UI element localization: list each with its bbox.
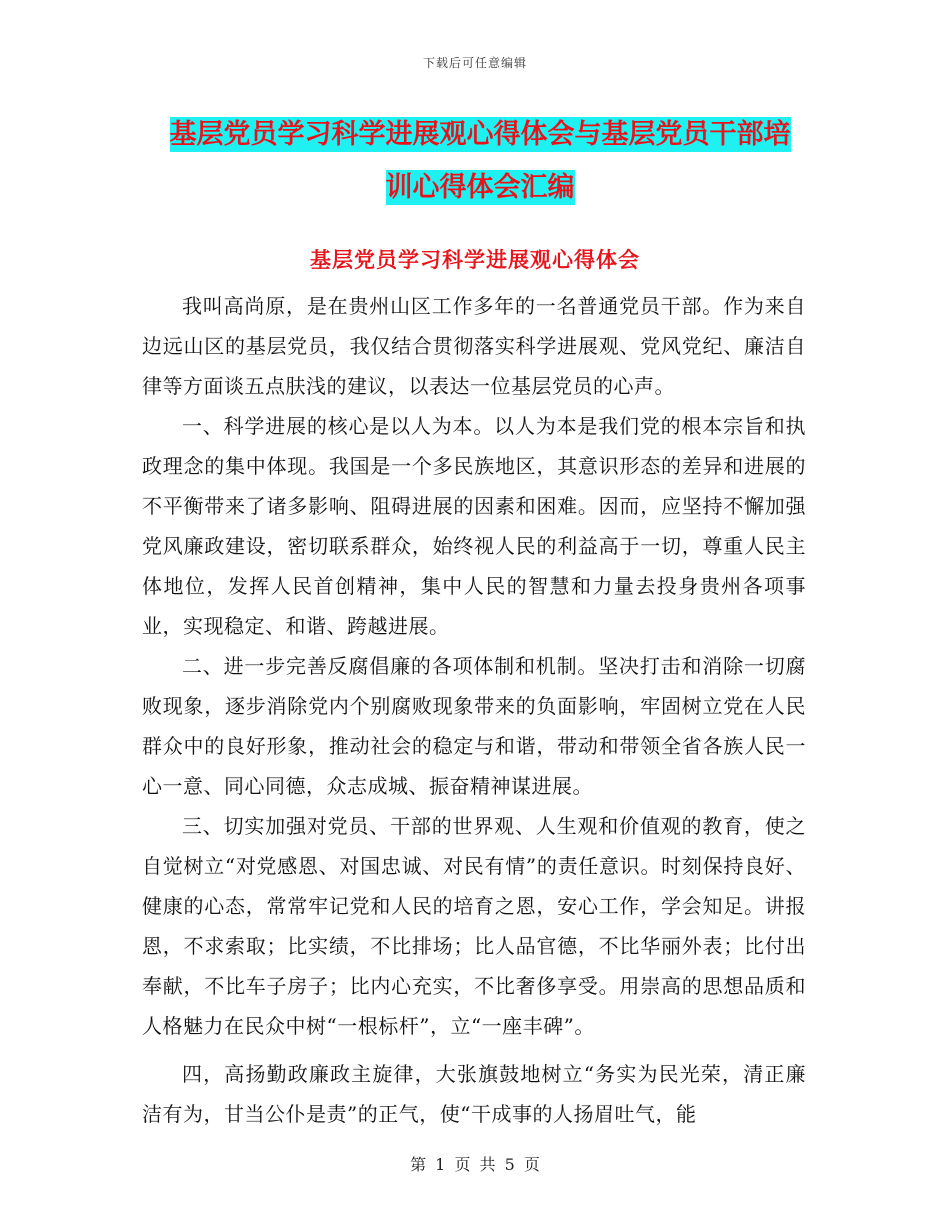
page-number: 第 1 页 共 5 页 bbox=[410, 1155, 540, 1174]
document-title-line-1: 基层党员学习科学进展观心得体会与基层党员干部培 bbox=[169, 119, 791, 150]
paragraph-point-3: 三、切实加强对党员、干部的世界观、人生观和价值观的教育，使之自觉树立“对党感恩、对国忠诚、对民有情”的责任意识。时刻保持良好、健康的心态，常常牢记党和人民的培育之恩，安心工作，学会知足。讲报恩，不求索取；比实绩，不比排场；比人品官德，不比华丽外表；比付出奉献，不比车子房子；比内心充实，不比奢侈享受。用崇高的思想品质和人格魅力在民众中树“一根标杆”，立“一座丰碑”。 bbox=[142, 814, 806, 1038]
paragraph-intro: 我叫高尚原，是在贵州山区工作多年的一名普通党员干部。作为来自边远山区的基层党员，我仅结合贯彻落实科学进展观、党风党纪、廉洁自律等方面谈五点肤浅的建议，以表达一位基层党员的心声。 bbox=[142, 294, 806, 398]
document-body bbox=[142, 286, 806, 1134]
section-title: 基层党员学习科学进展观心得体会 bbox=[310, 247, 640, 272]
paragraph-point-2: 二、进一步完善反腐倡廉的各项体制和机制。坚决打击和消除一切腐败现象，逐步消除党内个别腐败现象带来的负面影响，牢固树立党在人民群众中的良好形象，推动社会的稳定与和谐，带动和带领全省各族人民一心一意、同心同德，众志成城、振奋精神谋进展。 bbox=[142, 654, 806, 798]
paragraph-point-1: 一、科学进展的核心是以人为本。以人为本是我们党的根本宗旨和执政理念的集中体现。我国是一个多民族地区，其意识形态的差异和进展的不平衡带来了诸多影响、阻碍进展的因素和困难。因而，应坚持不懈加强党风廉政建设，密切联系群众，始终视人民的利益高于一切，尊重人民主体地位，发挥人民首创精神，集中人民的智慧和力量去投身贵州各项事业，实现稳定、和谐、跨越进展。 bbox=[142, 414, 806, 638]
document-title bbox=[150, 108, 810, 214]
document-title-line-2: 训心得体会汇编 bbox=[385, 172, 575, 203]
header-note: 下载后可任意编辑 bbox=[422, 56, 527, 70]
paragraph-point-4: 四，高扬勤政廉政主旋律，大张旗鼓地树立“务实为民光荣，清正廉洁有为，甘当公仆是责”的正气，使“干成事的人扬眉吐气，能 bbox=[142, 1062, 806, 1126]
